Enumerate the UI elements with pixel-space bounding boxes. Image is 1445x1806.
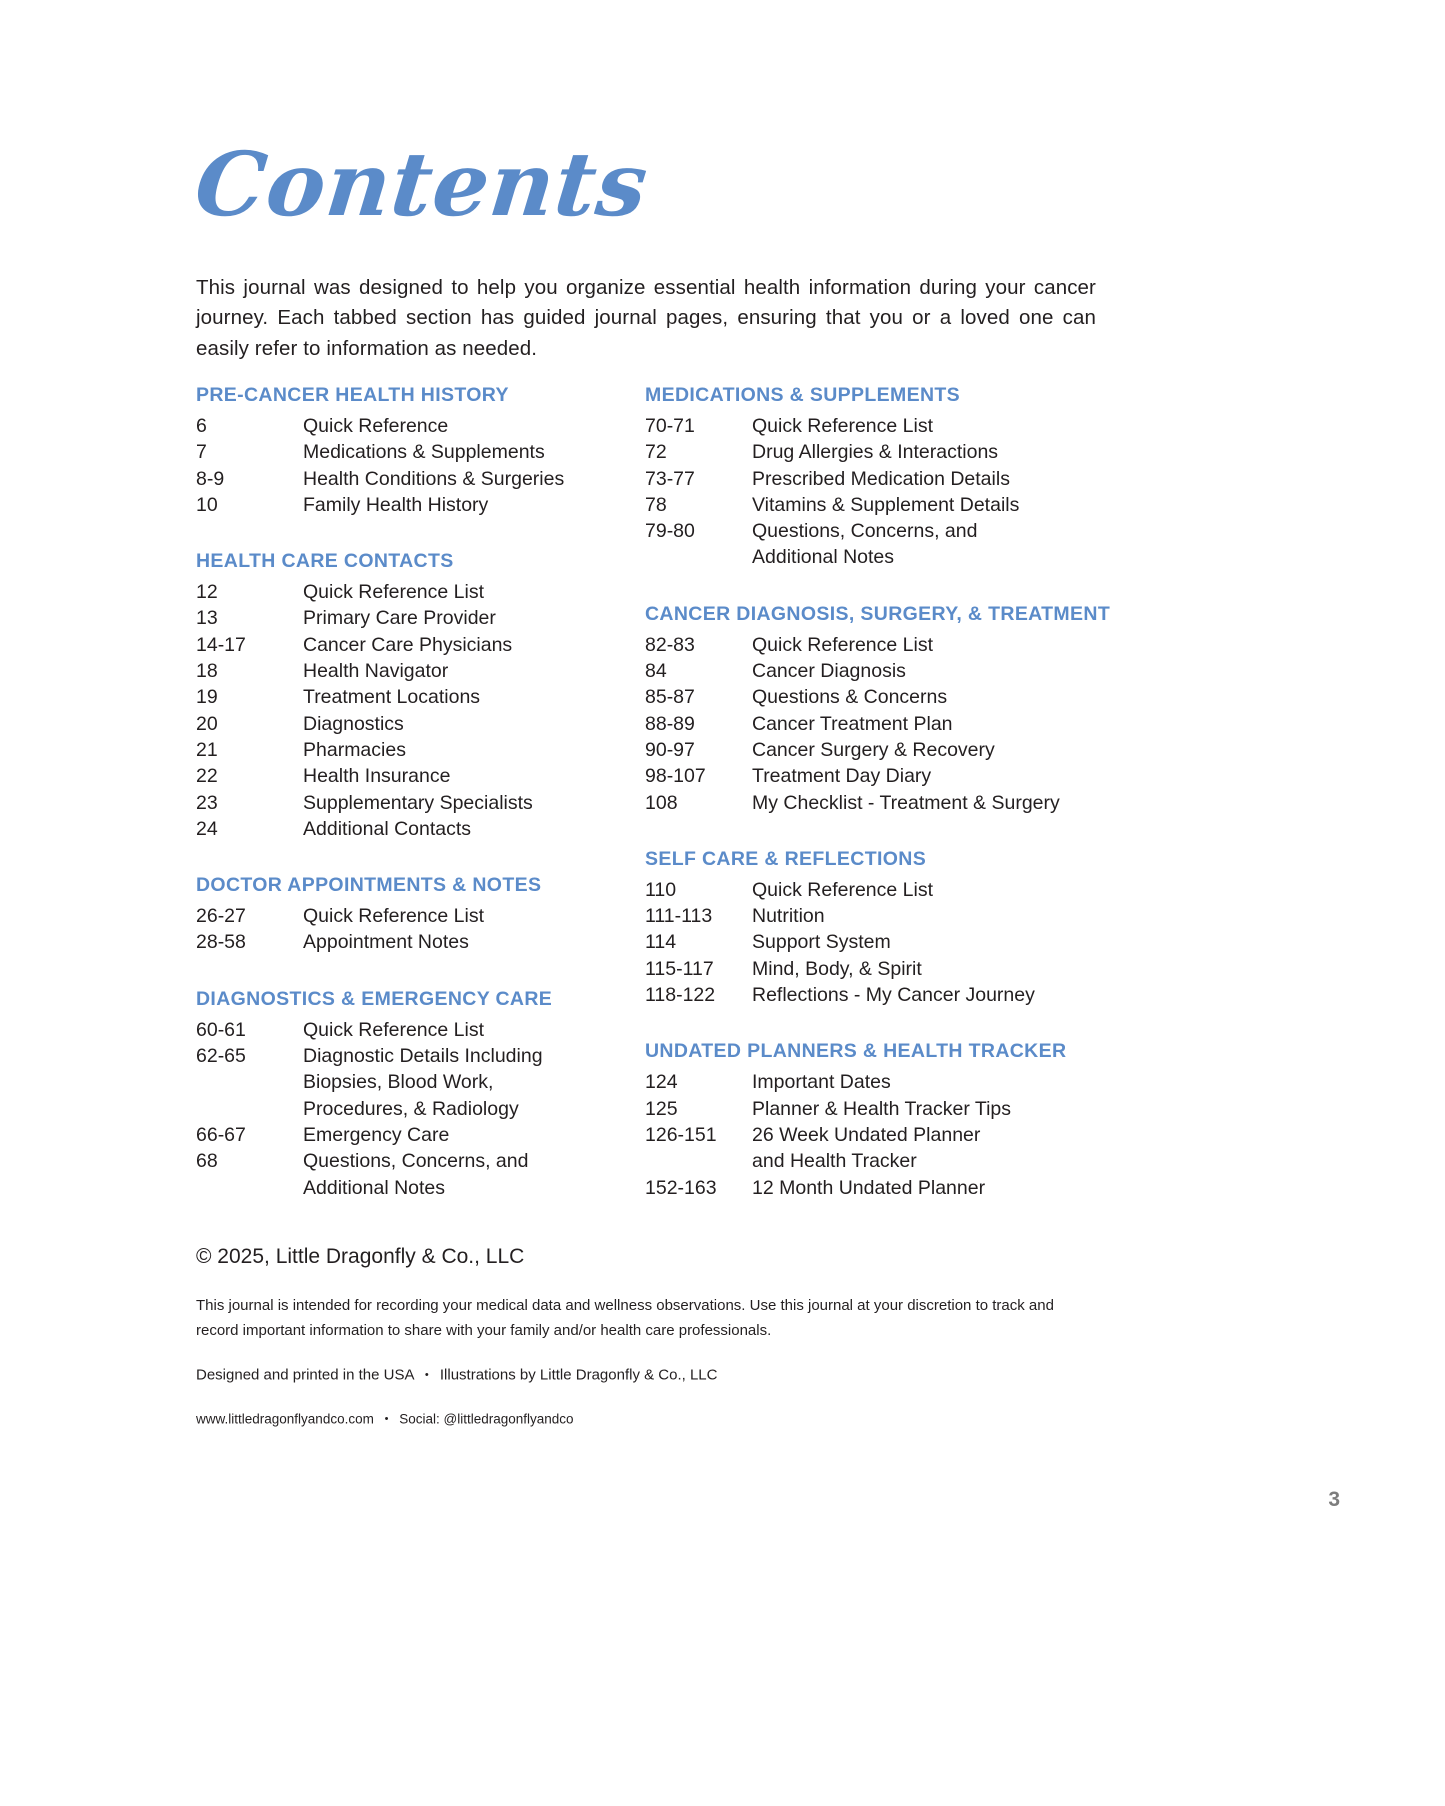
- toc-section-heading: PRE-CANCER HEALTH HISTORY: [196, 384, 509, 406]
- toc-entry-label: Drug Allergies & Interactions: [752, 441, 999, 464]
- toc-entry-pages: 23: [196, 791, 218, 814]
- toc-entry[interactable]: [196, 632, 626, 658]
- copyright-line: © 2025, Little Dragonfly & Co., LLC: [196, 1245, 525, 1268]
- toc-entry[interactable]: [645, 1069, 1100, 1095]
- toc-entry-label: 26 Week Undated Planner: [752, 1123, 981, 1146]
- toc-entry[interactable]: [196, 1122, 626, 1148]
- toc-entry-pages: 114: [645, 931, 677, 954]
- toc-entry[interactable]: [645, 903, 1100, 929]
- toc-entry-pages: 18: [196, 660, 218, 683]
- toc-column-right: [645, 382, 1111, 1201]
- toc-entry-label: Primary Care Provider: [303, 607, 496, 630]
- toc-entry-pages: 72: [645, 441, 667, 464]
- toc-entry[interactable]: [196, 790, 626, 816]
- toc-entry-pages: 110: [645, 878, 677, 901]
- toc-entry-pages: 98-107: [645, 765, 706, 788]
- toc-entry[interactable]: [196, 466, 626, 492]
- toc-entry-label: Treatment Day Diary: [752, 765, 932, 788]
- toc-entry[interactable]: [196, 816, 626, 842]
- toc-entry-pages: 115-117: [645, 957, 714, 980]
- toc-section: [645, 846, 1100, 1008]
- toc-entry-pages: 111-113: [645, 905, 713, 928]
- toc-entry-label: Quick Reference List: [752, 878, 933, 901]
- toc-entry-label: Additional Contacts: [303, 817, 472, 840]
- toc-entry[interactable]: [645, 466, 1100, 492]
- toc-entry-pages: 19: [196, 686, 218, 709]
- toc-section-heading: DIAGNOSTICS & EMERGENCY CARE: [196, 987, 553, 1010]
- disclaimer-text: This journal is intended for recording your medical data and wellness observations. Use this journal at your discretion to track and record important information to share with your family and/or health care professionals.: [196, 1297, 1054, 1339]
- toc-entry-pages: 118-122: [645, 984, 716, 1007]
- toc-entry[interactable]: [196, 1043, 626, 1069]
- social-handle[interactable]: @littledragonflyandco: [443, 1411, 574, 1426]
- toc-column-left: [196, 382, 626, 1201]
- toc-entry-label: Support System: [752, 931, 891, 954]
- toc-entry-pages: 10: [196, 493, 218, 516]
- toc-entry-label: Procedures, & Radiology: [303, 1097, 519, 1120]
- toc-entry-label: Pharmacies: [303, 738, 406, 761]
- toc-entry-pages: 108: [645, 791, 678, 814]
- bullet-separator-icon: •: [384, 1412, 389, 1425]
- toc-entry-label: Additional Notes: [752, 546, 895, 569]
- toc-entry-label: Quick Reference List: [303, 905, 484, 928]
- toc-entry-pages: 14-17: [196, 633, 246, 656]
- toc-section-heading: MEDICATIONS & SUPPLEMENTS: [645, 384, 960, 406]
- toc-entry[interactable]: [196, 1096, 626, 1122]
- toc-entry-pages: 62-65: [196, 1045, 246, 1068]
- toc-entry-label: Supplementary Specialists: [303, 791, 533, 814]
- toc-entry[interactable]: [196, 763, 626, 789]
- toc-entry[interactable]: [196, 711, 626, 737]
- toc-entry-label: and Health Tracker: [752, 1150, 917, 1173]
- toc-entry-pages: 70-71: [645, 415, 695, 437]
- toc-entry[interactable]: [645, 956, 1100, 982]
- toc-entry[interactable]: [645, 439, 1100, 465]
- toc-entry-label: Cancer Care Physicians: [303, 633, 513, 656]
- toc-entry[interactable]: [196, 1017, 626, 1043]
- toc-entry-label: Health Navigator: [303, 660, 449, 683]
- toc-entry[interactable]: [645, 1122, 1100, 1148]
- toc-entry-pages: 126-151: [645, 1123, 717, 1146]
- toc-entry[interactable]: [645, 763, 1100, 789]
- credit-printed-in-usa: Designed and printed in the USA: [196, 1366, 414, 1384]
- toc-entry-label: Mind, Body, & Spirit: [752, 957, 922, 980]
- toc-entry[interactable]: [645, 518, 1100, 544]
- toc-entry-label: Family Health History: [303, 493, 489, 516]
- toc-entry[interactable]: [645, 790, 1100, 816]
- toc-entry-pages: 24: [196, 817, 218, 840]
- toc-entry[interactable]: [196, 658, 626, 684]
- toc-entry-label: Important Dates: [752, 1071, 891, 1094]
- toc-entry-pages: 85-87: [645, 686, 695, 709]
- toc-entry-label: Nutrition: [752, 905, 825, 928]
- toc-section: [196, 986, 626, 1201]
- toc-entry-label: Health Conditions & Surgeries: [303, 467, 565, 490]
- toc-entry-pages: 6: [196, 415, 207, 437]
- weblinks-line: [196, 1408, 1096, 1431]
- toc-entry-pages: 22: [196, 765, 218, 788]
- toc-entry[interactable]: [645, 1096, 1100, 1122]
- toc-entry-pages: 78: [645, 493, 667, 516]
- toc-entry[interactable]: [196, 439, 626, 465]
- toc-entry[interactable]: [196, 684, 626, 710]
- toc-entry-label: Quick Reference List: [303, 581, 484, 604]
- toc-entry-label: Questions, Concerns, and: [752, 520, 978, 543]
- toc-entry-label: Vitamins & Supplement Details: [752, 493, 1020, 516]
- toc-entry-label: Reflections - My Cancer Journey: [752, 984, 1035, 1007]
- toc-entry-pages: 88-89: [645, 712, 695, 735]
- toc-entry-pages: 84: [645, 660, 667, 683]
- toc-entry-label: Medications & Supplements: [303, 441, 545, 464]
- toc-entry-pages: 82-83: [645, 633, 695, 656]
- toc-entry-pages: 20: [196, 712, 218, 735]
- toc-entry-label: Prescribed Medication Details: [752, 467, 1010, 490]
- toc-section: [196, 548, 626, 842]
- toc-entry-pages: 26-27: [196, 905, 246, 928]
- toc-entry-pages: 8-9: [196, 467, 225, 490]
- toc-entry[interactable]: [645, 1175, 1100, 1201]
- toc-section: [645, 382, 1100, 571]
- toc-entry-pages: 28-58: [196, 931, 246, 954]
- toc-entry-pages: 13: [196, 607, 218, 630]
- toc-entry-label: Quick Reference List: [752, 633, 933, 656]
- toc-entry-pages: 7: [196, 441, 207, 464]
- toc-entry-pages: 73-77: [645, 467, 695, 490]
- page-number: 3: [1328, 1488, 1340, 1511]
- toc-entry[interactable]: [196, 903, 626, 929]
- toc-section-heading: HEALTH CARE CONTACTS: [196, 550, 454, 573]
- toc-entry-pages: 12: [196, 581, 218, 604]
- toc-entry-pages: 124: [645, 1071, 678, 1094]
- toc-entry-label: Diagnostic Details Including: [303, 1045, 543, 1068]
- toc-section: [645, 601, 1111, 816]
- toc-entry-label: Quick Reference List: [752, 415, 933, 437]
- toc-entry-pages: 66-67: [196, 1123, 246, 1146]
- credit-illustrations: Illustrations by Little Dragonfly & Co., LLC: [439, 1366, 718, 1384]
- toc-entry[interactable]: [645, 737, 1100, 763]
- toc-entry-label: Additional Notes: [303, 1176, 446, 1199]
- toc-entry[interactable]: [196, 579, 626, 605]
- toc-entry[interactable]: [196, 492, 626, 518]
- intro-paragraph: This journal was designed to help you organize essential health information during your cancer journey. Each tabbed section has guided journal pages, ensuring that you or a loved one can easily refer to information as needed.: [196, 275, 1096, 360]
- toc-entry-label: Cancer Diagnosis: [752, 660, 906, 683]
- toc-entry-label: Treatment Locations: [303, 686, 481, 709]
- toc-entry[interactable]: [196, 1148, 626, 1174]
- toc-entry[interactable]: [196, 737, 626, 763]
- toc-entry[interactable]: [645, 982, 1100, 1008]
- toc-section-heading: CANCER DIAGNOSIS, SURGERY, & TREATMENT: [645, 602, 1111, 625]
- toc-entry[interactable]: [645, 544, 1100, 570]
- toc-entry[interactable]: [196, 605, 626, 631]
- toc-entry-label: Questions, Concerns, and: [303, 1150, 529, 1173]
- social-label: Social:: [399, 1411, 440, 1426]
- toc-entry[interactable]: [196, 1069, 626, 1095]
- toc-entry-label: Appointment Notes: [303, 931, 469, 954]
- toc-entry-label: Quick Reference List: [303, 1018, 484, 1041]
- toc-entry-label: Cancer Treatment Plan: [752, 712, 953, 735]
- toc-entry[interactable]: [645, 492, 1100, 518]
- toc-entry[interactable]: [645, 658, 1100, 684]
- toc-entry-pages: 79-80: [645, 520, 695, 543]
- toc-entry-label: Emergency Care: [303, 1123, 450, 1146]
- toc-entry-label: Health Insurance: [303, 765, 451, 788]
- toc-entry[interactable]: [196, 413, 626, 439]
- toc-section: [196, 872, 626, 956]
- toc-section-heading: UNDATED PLANNERS & HEALTH TRACKER: [645, 1040, 1067, 1063]
- toc-entry-label: Quick Reference: [303, 415, 449, 437]
- toc-entry[interactable]: [645, 929, 1100, 955]
- bullet-separator-icon: •: [424, 1369, 429, 1381]
- toc-entry-pages: 21: [196, 738, 218, 761]
- page-title: Contents: [190, 132, 653, 236]
- toc-entry[interactable]: [196, 929, 626, 955]
- toc-entry-pages: 60-61: [196, 1018, 246, 1041]
- toc-entry-label: Biopsies, Blood Work,: [303, 1071, 494, 1094]
- credit-line: [196, 1363, 1096, 1388]
- toc-entry[interactable]: [645, 711, 1100, 737]
- toc-entry[interactable]: [645, 1148, 1100, 1174]
- toc-entry[interactable]: [645, 413, 1100, 439]
- toc-entry-label: Questions & Concerns: [752, 686, 948, 709]
- toc-entry-label: My Checklist - Treatment & Surgery: [752, 791, 1060, 814]
- toc-entry-label: 12 Month Undated Planner: [752, 1176, 986, 1199]
- website-url[interactable]: www.littledragonflyandco.com: [196, 1411, 374, 1426]
- toc-entry[interactable]: [645, 632, 1100, 658]
- toc-section-heading: SELF CARE & REFLECTIONS: [645, 847, 927, 870]
- page-footer: [196, 1243, 1096, 1430]
- toc-entry-label: Diagnostics: [303, 712, 404, 735]
- toc-entry-pages: 90-97: [645, 738, 695, 761]
- toc-entry-pages: 152-163: [645, 1176, 717, 1199]
- toc-entry-label: Planner & Health Tracker Tips: [752, 1097, 1012, 1120]
- toc-entry-pages: 125: [645, 1097, 678, 1120]
- toc-entry-label: Cancer Surgery & Recovery: [752, 738, 995, 761]
- toc-section: [645, 1038, 1100, 1200]
- toc-section-heading: DOCTOR APPOINTMENTS & NOTES: [196, 874, 542, 897]
- toc-entry[interactable]: [196, 1175, 626, 1201]
- toc-entry[interactable]: [645, 684, 1100, 710]
- toc-entry[interactable]: [645, 877, 1100, 903]
- toc-entry-pages: 68: [196, 1150, 218, 1173]
- toc-section: [196, 382, 626, 518]
